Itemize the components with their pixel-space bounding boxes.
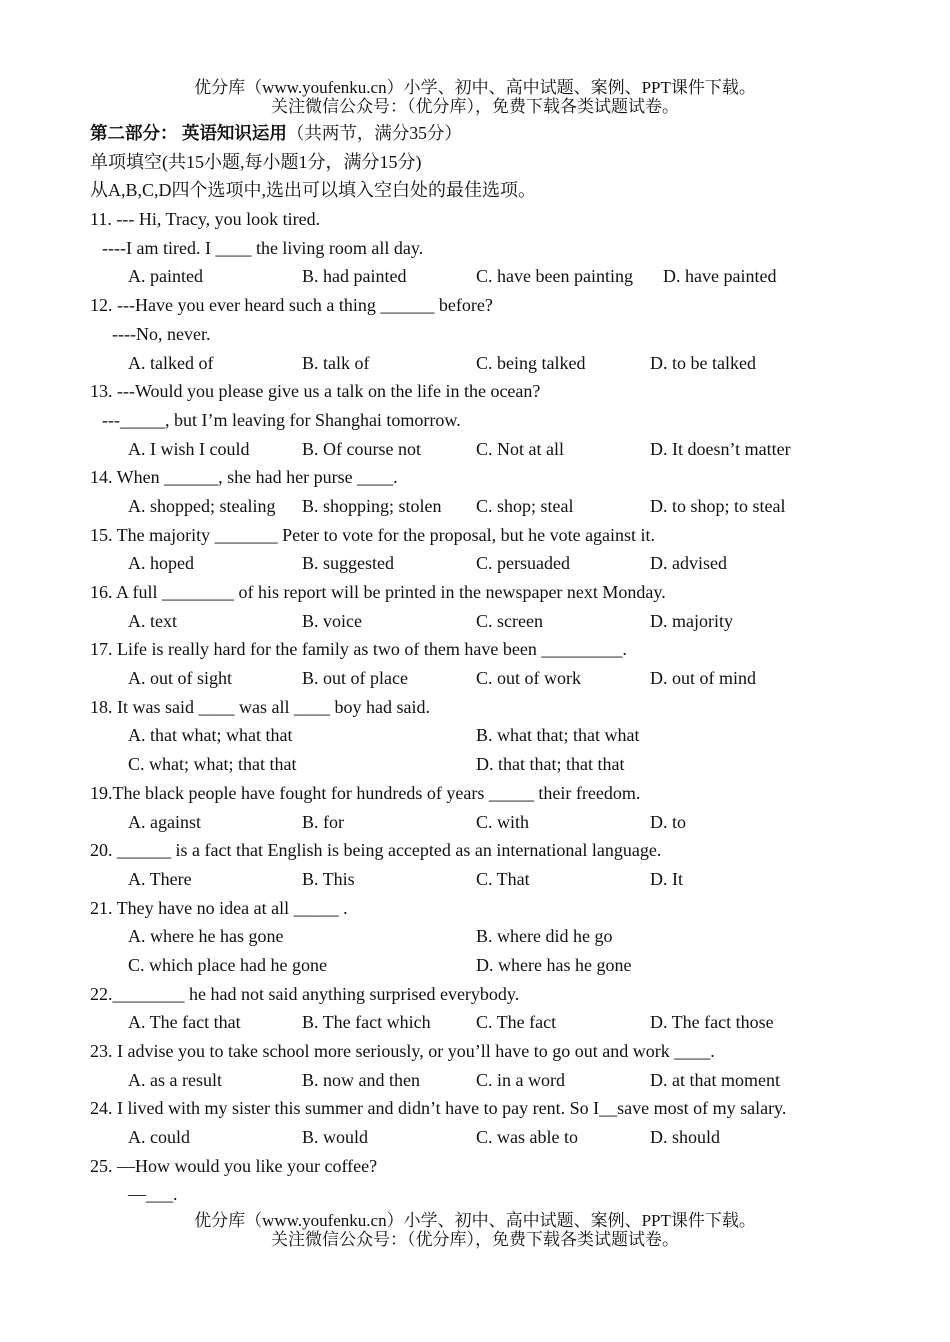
option-d[interactable]: D. It doesn’t matter: [650, 438, 791, 459]
option-c[interactable]: C. shop; steal: [476, 495, 574, 516]
question-15: [90, 521, 890, 578]
options-row: [90, 435, 890, 464]
option-a[interactable]: A. out of sight: [128, 668, 233, 689]
page-header: [0, 78, 950, 116]
question-stem: 24. I lived with my sister this summer and didn’t have to pay rent. So I__save most of my salary.: [90, 1098, 787, 1119]
option-a[interactable]: A. could: [128, 1127, 190, 1148]
option-d[interactable]: D. have painted: [663, 266, 777, 287]
option-a[interactable]: A. shopped; stealing: [128, 495, 276, 516]
options-row: [90, 865, 890, 894]
question-16: [90, 578, 890, 635]
option-a[interactable]: A. where he has gone: [128, 926, 284, 947]
option-a[interactable]: A. The fact that: [128, 1012, 241, 1033]
question-stem: 16. A full ________ of his report will be printed in the newspaper next Monday.: [90, 582, 666, 602]
option-d[interactable]: D. majority: [650, 610, 733, 631]
question-stem: 14. When ______, she had her purse ____.: [90, 467, 398, 488]
options-row: [90, 1123, 890, 1152]
exam-content: [90, 119, 890, 1209]
option-d[interactable]: D. at that moment: [650, 1069, 780, 1090]
question-stem: 23. I advise you to take school more seriously, or you’ll have to go out and work ____.: [90, 1041, 715, 1061]
option-c[interactable]: C. which place had he gone: [128, 954, 327, 975]
option-c[interactable]: C. screen: [476, 610, 543, 631]
option-a[interactable]: A. There: [128, 868, 192, 889]
options-row: [90, 492, 890, 521]
option-b[interactable]: B. for: [302, 811, 344, 832]
options-row: [90, 922, 890, 951]
question-stem: 18. It was said ____ was all ____ boy had said.: [90, 696, 430, 717]
option-a[interactable]: A. text: [128, 610, 177, 631]
footer-line-2: 关注微信公众号：（优分库），免费下载各类试题试卷。: [271, 1230, 679, 1249]
options-row: [90, 750, 890, 779]
options-row: [90, 607, 890, 636]
question-stem: 17. Life is really hard for the family as two of them have been _________.: [90, 639, 627, 660]
options-row: [90, 549, 890, 578]
option-a[interactable]: A. hoped: [128, 553, 194, 574]
option-b[interactable]: B. would: [302, 1127, 369, 1148]
question-reply: ---_____, but I’m leaving for Shanghai tomorrow.: [102, 409, 461, 430]
question-21: [90, 894, 890, 980]
option-d[interactable]: D. The fact those: [650, 1012, 774, 1033]
options-row: [90, 1008, 890, 1037]
option-a[interactable]: A. that what; what that: [128, 725, 293, 746]
option-b[interactable]: B. The fact which: [302, 1012, 431, 1033]
question-reply: —___.: [128, 1184, 178, 1205]
question-stem: 11. --- Hi, Tracy, you look tired.: [90, 209, 321, 230]
option-a[interactable]: A. against: [128, 811, 201, 832]
option-b[interactable]: B. voice: [302, 610, 362, 631]
section-title: [90, 119, 890, 148]
question-18: [90, 693, 890, 779]
option-b[interactable]: B. talk of: [302, 352, 370, 373]
option-b[interactable]: B. This: [302, 868, 355, 889]
option-a[interactable]: A. talked of: [128, 352, 214, 373]
question-19: [90, 779, 890, 836]
question-stem: 22.________ he had not said anything surprised everybody.: [90, 983, 520, 1004]
question-13: [90, 377, 890, 463]
options-row: [90, 262, 890, 291]
option-a[interactable]: A. as a result: [128, 1069, 222, 1090]
options-row: [90, 349, 890, 378]
question-reply: ----I am tired. I ____ the living room all day.: [102, 237, 424, 258]
header-line-1: 优分库（www.youfenku.cn）小学、初中、高中试题、案例、PPT课件下载。: [194, 78, 756, 97]
option-b[interactable]: B. now and then: [302, 1069, 420, 1090]
question-11: [90, 205, 890, 291]
option-b[interactable]: B. what that; that what: [476, 725, 640, 746]
option-b[interactable]: B. out of place: [302, 668, 408, 689]
question-12: [90, 291, 890, 377]
question-25: [90, 1152, 890, 1209]
option-c[interactable]: C. have been painting: [476, 266, 633, 287]
option-c[interactable]: C. persuaded: [476, 553, 570, 574]
question-17: [90, 635, 890, 692]
option-b[interactable]: B. shopping; stolen: [302, 495, 442, 516]
question-stem: 15. The majority _______ Peter to vote for the proposal, but he vote against it.: [90, 524, 656, 545]
option-d[interactable]: D. to shop; to steal: [650, 495, 786, 516]
section-title-bold: 第二部分： 英语知识运用: [90, 123, 287, 143]
options-row: [90, 721, 890, 750]
option-a[interactable]: A. painted: [128, 266, 203, 287]
question-14: [90, 463, 890, 520]
option-c[interactable]: C. Not at all: [476, 438, 564, 459]
option-d[interactable]: D. where has he gone: [476, 954, 632, 975]
option-d[interactable]: D. that that; that that: [476, 754, 625, 775]
option-b[interactable]: B. where did he go: [476, 926, 613, 947]
question-stem: 12. ---Have you ever heard such a thing ______ before?: [90, 295, 493, 316]
option-a[interactable]: A. I wish I could: [128, 438, 250, 459]
question-stem: 20. ______ is a fact that English is being accepted as an international language.: [90, 840, 662, 861]
option-c[interactable]: C. what; what; that that: [128, 754, 297, 775]
question-stem: 13. ---Would you please give us a talk on the life in the ocean?: [90, 381, 541, 402]
option-d[interactable]: D. It: [650, 868, 683, 889]
option-c[interactable]: C. in a word: [476, 1069, 565, 1090]
options-row: [90, 951, 890, 980]
page-footer: [0, 1211, 950, 1249]
option-b[interactable]: B. suggested: [302, 553, 394, 574]
section-subtitle: 单项填空(共15小题,每小题1分，满分15分): [90, 151, 422, 172]
question-stem: 21. They have no idea at all _____ .: [90, 897, 348, 918]
question-24: [90, 1094, 890, 1151]
question-stem: 25. —How would you like your coffee?: [90, 1155, 378, 1176]
option-c[interactable]: C. was able to: [476, 1127, 578, 1148]
section-title-rest: （共两节，满分35分）: [286, 123, 462, 143]
options-row: [90, 664, 890, 693]
option-d[interactable]: D. to: [650, 811, 686, 832]
option-c[interactable]: C. out of work: [476, 668, 581, 689]
option-d[interactable]: D. should: [650, 1127, 721, 1148]
question-20: [90, 836, 890, 893]
footer-line-1: 优分库（www.youfenku.cn）小学、初中、高中试题、案例、PPT课件下载。: [194, 1211, 756, 1230]
option-b[interactable]: B. had painted: [302, 266, 407, 287]
question-stem: 19.The black people have fought for hundreds of years _____ their freedom.: [90, 782, 641, 803]
option-b[interactable]: B. Of course not: [302, 438, 421, 459]
option-c[interactable]: C. That: [476, 868, 530, 889]
question-22: [90, 980, 890, 1037]
options-row: [90, 808, 890, 837]
option-c[interactable]: C. with: [476, 811, 530, 832]
options-row: [90, 1066, 890, 1095]
option-d[interactable]: D. out of mind: [650, 668, 756, 689]
question-reply: ----No, never.: [112, 323, 211, 344]
option-d[interactable]: D. advised: [650, 553, 727, 574]
header-line-2: 关注微信公众号：（优分库），免费下载各类试题试卷。: [271, 97, 679, 116]
option-d[interactable]: D. to be talked: [650, 352, 756, 373]
option-c[interactable]: C. The fact: [476, 1012, 557, 1033]
option-c[interactable]: C. being talked: [476, 352, 586, 373]
section-instruction: 从A,B,C,D四个选项中,选出可以填入空白处的最佳选项。: [90, 180, 537, 201]
question-23: [90, 1037, 890, 1094]
